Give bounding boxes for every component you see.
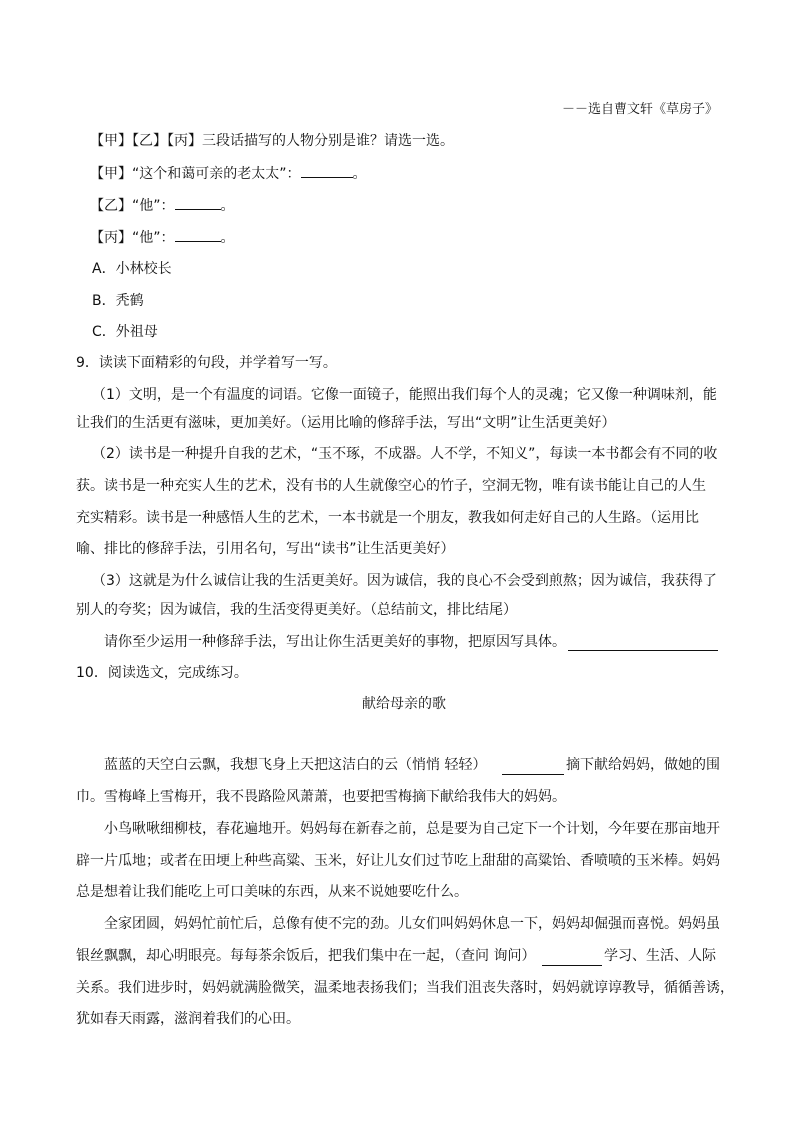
para3-line4: 犹如春天雨露，滋润着我们的心田。: [76, 1011, 300, 1027]
para1-line1b: 摘下献给妈妈，做她的围: [566, 757, 720, 773]
q8-yi-end: 。: [220, 198, 235, 214]
para1-blank[interactable]: [502, 760, 564, 775]
para3-line2a: 银丝飘飘，却心明眼亮。每每茶余饭后，把我们集中在一起，（查问 询问）: [76, 948, 536, 964]
q10-question: 10．阅读选文，完成练习。: [76, 665, 248, 681]
q8-bing-blank[interactable]: [175, 227, 221, 242]
source-citation: －－选自曹文轩《草房子》: [561, 102, 718, 117]
para3-line1: 全家团圆，妈妈忙前忙后，总像有使不完的劲。儿女们叫妈妈休息一下，妈妈却倔强而喜悦。妈妈虽: [104, 916, 720, 932]
q8-jia-blank[interactable]: [301, 163, 353, 178]
q8-bing-line: [90, 227, 235, 248]
para3-line2b: 学习、生活、人际: [604, 948, 716, 964]
q8-yi-blank[interactable]: [175, 195, 221, 210]
q8-jia-label: 【甲】“这个和蔼可亲的老太太”：: [90, 166, 301, 182]
para2-line3: 总是想着让我们能吃上可口美味的东西，从来不说她要吃什么。: [76, 884, 468, 900]
q9-question: 9．读读下面精彩的句段，并学着写一写。: [76, 355, 337, 371]
q9-p2-line3: 充实精彩。读书是一种感悟人生的艺术，一本书就是一个朋友，教我如何走好自己的人生路。（运用比: [76, 510, 699, 526]
q9-p2-line4: 喻、排比的修辞手法，引用名句，写出“读书”让生活更美好）: [76, 541, 455, 557]
passage-title: 献给母亲的歌: [362, 696, 446, 712]
q8-bing-label: 【丙】“他”：: [90, 230, 175, 246]
q8-bing-end: 。: [220, 230, 235, 246]
para3-line3: 关系。我们进步时，妈妈就满脸微笑，温柔地表扬我们；当我们沮丧失落时，妈妈就谆谆教导，循循善诱，: [76, 980, 734, 996]
q8-option-b: B．秃鹤: [92, 293, 144, 309]
para3-blank[interactable]: [542, 951, 602, 966]
q9-p3-line1: （3）这就是为什么诚信让我的生活更美好。因为诚信，我的良心不会受到煎熬；因为诚信，我获得了: [92, 573, 717, 589]
q9-task-line: [104, 632, 566, 652]
para2-line1: 小鸟啾啾细柳枝，春花遍地开。妈妈每在新春之前，总是要为自己定下一个计划，今年要在那亩地开: [104, 821, 720, 837]
q9-answer-blank[interactable]: [568, 636, 718, 651]
para2-line2: 辟一片瓜地；或者在田埂上种些高粱、玉米，好让儿女们过节吃上甜甜的高粱饴、香喷喷的玉米棒。妈妈: [76, 853, 720, 869]
q9-p2-line2: 获。读书是一种充实人生的艺术，没有书的人生就像空心的竹子，空洞无物，唯有读书能让自己的人生: [76, 478, 706, 494]
q8-option-c: C．外祖母: [92, 324, 158, 340]
q9-p1-line1: （1）文明，是一个有温度的词语。它像一面镜子，能照出我们每个人的灵魂；它又像一种调味剂，能: [92, 387, 717, 403]
q9-p3-line2: 别人的夸奖；因为诚信，我的生活变得更美好。（总结前文，排比结尾）: [76, 602, 517, 618]
q8-option-a: A．小林校长: [92, 261, 172, 277]
q9-p1-line2: 让我们的生活更有滋味，更加美好。（运用比喻的修辞手法，写出“文明”让生活更美好）: [76, 415, 616, 431]
para1-line2: 巾。雪梅峰上雪梅开，我不畏路险风萧萧，也要把雪梅摘下献给我伟大的妈妈。: [76, 789, 566, 805]
q8-yi-label: 【乙】“他”：: [90, 198, 175, 214]
q8-jia-line: [90, 163, 367, 184]
q9-task: 请你至少运用一种修辞手法，写出让你生活更美好的事物，把原因写具体。: [104, 634, 566, 650]
q8-question: 【甲】【乙】【丙】三段话描写的人物分别是谁？请选一选。: [90, 133, 454, 149]
q9-p2-line1: （2）读书是一种提升自我的艺术，“玉不琢，不成器。人不学，不知义”，每读一本书都会有不同的收: [92, 446, 718, 462]
q8-yi-line: [90, 195, 235, 216]
q8-jia-end: 。: [352, 166, 367, 182]
para1-line1a: 蓝蓝的天空白云飘，我想飞身上天把这洁白的云（悄悄 轻轻）: [104, 757, 487, 773]
